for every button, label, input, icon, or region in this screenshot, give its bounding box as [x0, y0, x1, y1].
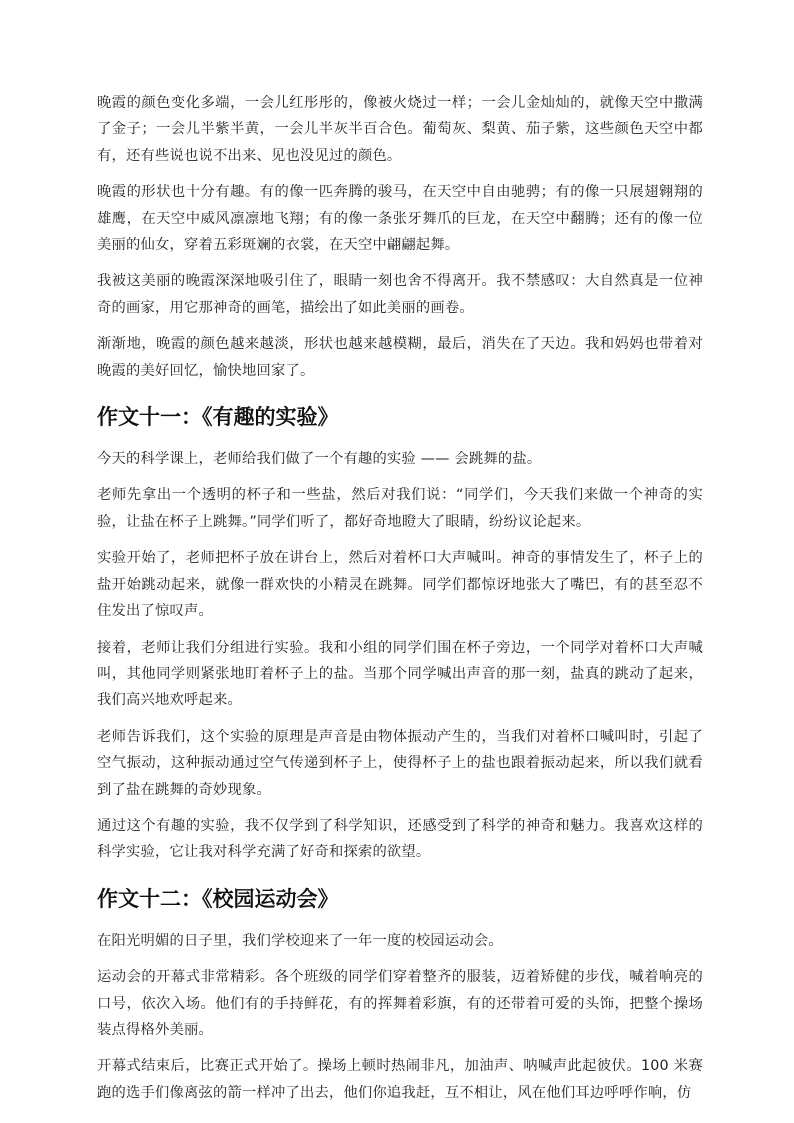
paragraph: 通过这个有趣的实验，我不仅学到了科学知识，还感受到了科学的神奇和魅力。我喜欢这样的科学实验，它让我对科学充满了好奇和探索的欲望。 [97, 817, 703, 861]
paragraph: 开幕式结束后，比赛正式开始了。操场上顿时热闹非凡，加油声、呐喊声此起彼伏。100 米赛跑的选手们像离弦的箭一样冲了出去，他们你追我赶，互不相让，风在他们耳边呼呼作响，仿 [97, 1058, 703, 1101]
paragraph: 老师告诉我们，这个实验的原理是声音是由物体振动产生的，当我们对着杯口喊叫时，引起了空气振动，这种振动通过空气传递到杯子上，使得杯子上的盐也跟着振动起来，所以我们就看到了盐在跳舞的奇妙现象。 [97, 728, 703, 798]
document-page [97, 90, 703, 1116]
essay-12-title: 作文十二：《校园运动会》 [97, 886, 339, 911]
paragraph: 今天的科学课上，老师给我们做了一个有趣的实验 —— 会跳舞的盐。 [97, 451, 542, 468]
paragraph: 接着，老师让我们分组进行实验。我和小组的同学们围在杯子旁边，一个同学对着杯口大声喊叫，其他同学则紧张地盯着杯子上的盐。当那个同学喊出声音的那一刻，盐真的跳动了起来，我们高兴地欢呼起来。 [97, 639, 703, 709]
paragraph: 我被这美丽的晚霞深深地吸引住了，眼睛一刻也舍不得离开。我不禁感叹：大自然真是一位神奇的画家，用它那神奇的画笔，描绘出了如此美丽的画卷。 [97, 273, 703, 316]
essay-11-title: 作文十一：《有趣的实验》 [97, 405, 339, 430]
paragraph: 实验开始了，老师把杯子放在讲台上，然后对着杯口大声喊叫。神奇的事情发生了，杯子上的盐开始跳动起来，就像一群欢快的小精灵在跳舞。同学们都惊讶地张大了嘴巴，有的甚至忍不住发出了惊叹声。 [97, 550, 703, 620]
paragraph: 晚霞的形状也十分有趣。有的像一匹奔腾的骏马，在天空中自由驰骋；有的像一只展翅翱翔的雄鹰，在天空中威风凛凛地飞翔；有的像一条张牙舞爪的巨龙，在天空中翻腾；还有的像一位美丽的仙女，穿着五彩斑斓的衣裳，在天空中翩翩起舞。 [97, 184, 703, 254]
paragraph: 在阳光明媚的日子里，我们学校迎来了一年一度的校园运动会。 [97, 932, 503, 949]
paragraph: 晚霞的颜色变化多端，一会儿红彤彤的，像被火烧过一样；一会儿金灿灿的，就像天空中撒满了金子；一会儿半紫半黄，一会儿半灰半百合色。葡萄灰、梨黄、茄子紫，这些颜色天空中都有，还有些说也说不出来、见也没见过的颜色。 [97, 95, 703, 164]
paragraph: 渐渐地，晚霞的颜色越来越淡，形状也越来越模糊，最后，消失在了天边。我和妈妈也带着对晚霞的美好回忆，愉快地回家了。 [97, 336, 703, 379]
paragraph: 老师先拿出一个透明的杯子和一些盐，然后对我们说：“同学们，今天我们来做一个神奇的实验，让盐在杯子上跳舞。”同学们听了，都好奇地瞪大了眼睛，纷纷议论起来。 [97, 487, 703, 530]
paragraph: 运动会的开幕式非常精彩。各个班级的同学们穿着整齐的服装，迈着矫健的步伐，喊着响亮的口号，依次入场。他们有的手持鲜花，有的挥舞着彩旗，有的还带着可爱的头饰，把整个操场装点得格外美丽。 [97, 969, 703, 1038]
